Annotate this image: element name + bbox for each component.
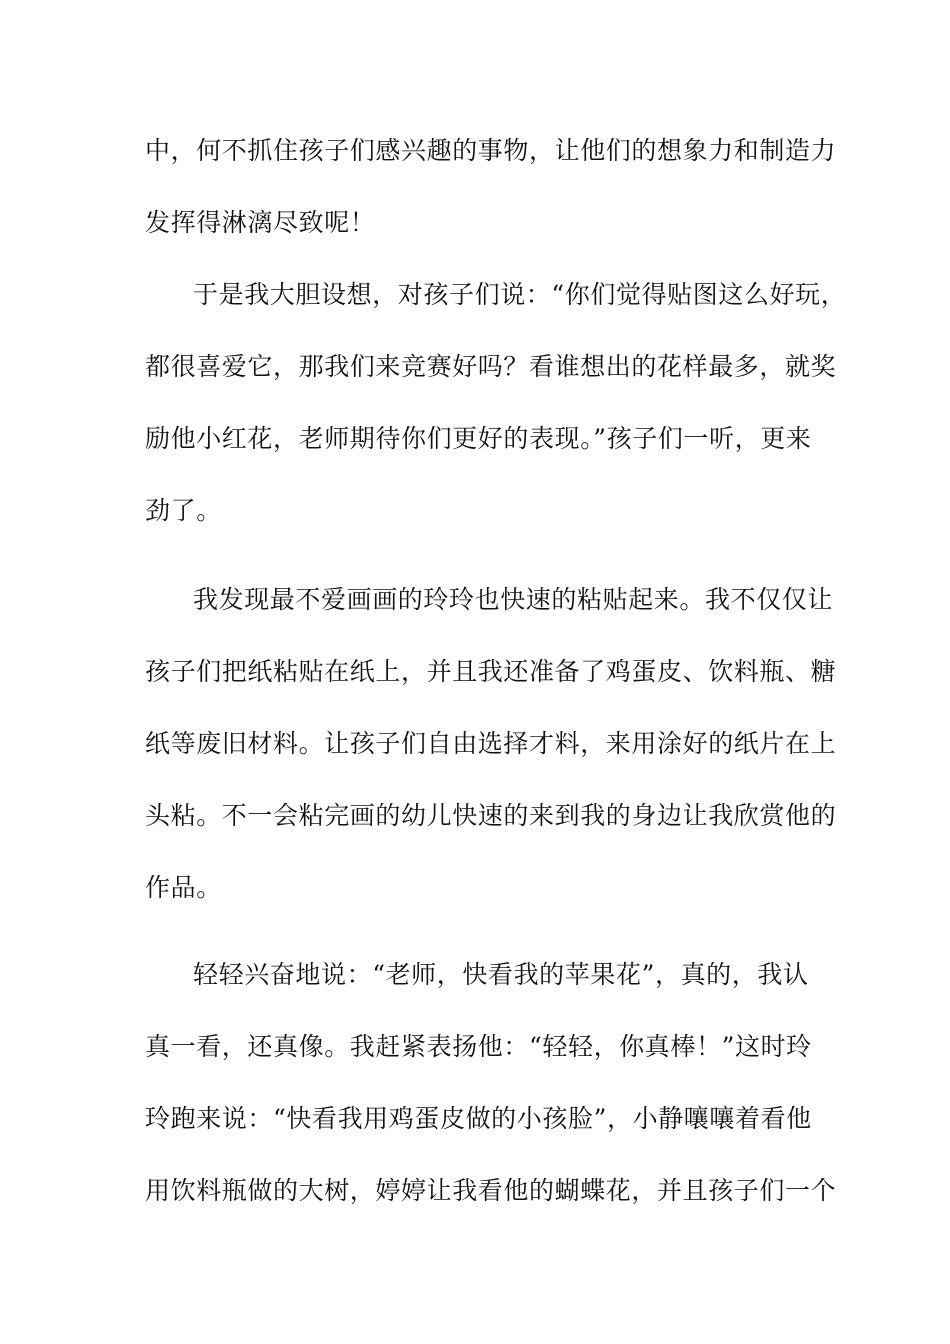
paragraph-start-line: 轻轻兴奋地说：“老师，快看我的苹果花”，真的，我认 [193, 960, 809, 989]
text-line: 用饮料瓶做的大树，婷婷让我看他的蝴蝶花，并且孩子们一个 [145, 1176, 837, 1205]
text-line: 孩子们把纸粘贴在纸上，并且我还准备了鸡蛋皮、饮料瓶、糖 [145, 657, 837, 686]
text-line: 都很喜爱它，那我们来竞赛好吗？看谁想出的花样最多，就奖 [145, 352, 837, 381]
text-line: 励他小红花，老师期待你们更好的表现。”孩子们一听，更来 [145, 424, 812, 453]
text-line: 中，何不抓住孩子们感兴趣的事物，让他们的想象力和制造力 [145, 136, 837, 165]
text-line: 劲了。 [145, 496, 222, 525]
text-line: 纸等废旧材料。让孩子们自由选择才料，来用涂好的纸片在上 [145, 729, 837, 758]
text-line: 头粘。不一会粘完画的幼儿快速的来到我的身边让我欣赏他的 [145, 801, 837, 830]
text-line: 作品。 [145, 873, 222, 902]
paragraph-start-line: 于是我大胆设想，对孩子们说：“你们觉得贴图这么好玩， [193, 280, 847, 309]
text-line: 发挥得淋漓尽致呢！ [145, 208, 376, 237]
text-line: 玲跑来说：“快看我用鸡蛋皮做的小孩脸”，小静嚷嚷着看他 [145, 1104, 812, 1133]
text-line: 真一看，还真像。我赶紧表扬他：“轻轻，你真棒！”这时玲 [145, 1032, 812, 1061]
paragraph-start-line: 我发现最不爱画画的玲玲也快速的粘贴起来。我不仅仅让 [193, 585, 834, 614]
